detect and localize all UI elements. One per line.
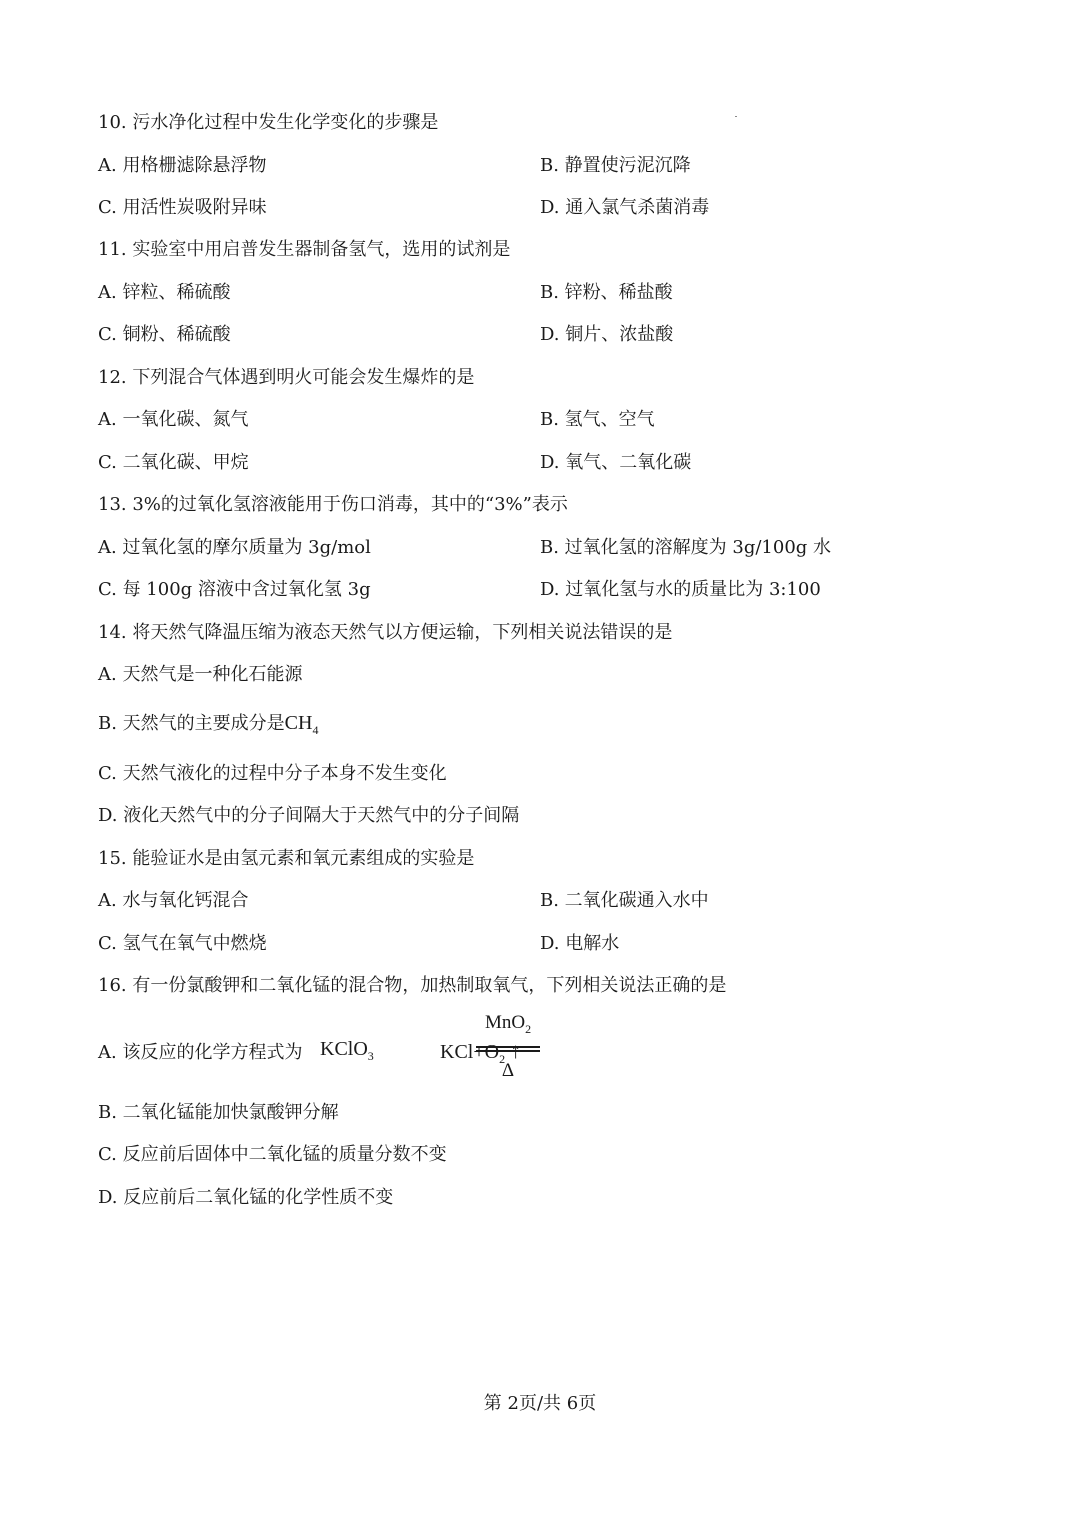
question-13-stem: 13. 3%的过氧化氢溶液能用于伤口消毒，其中的“3%”表示 (98, 494, 568, 515)
question-10-option-d: D. 通入氯气杀菌消毒 (540, 197, 710, 218)
question-12-option-a: A. 一氧化碳、氮气 (98, 409, 249, 430)
question-11-stem: 11. 实验室中用启普发生器制备氢气，选用的试剂是 (98, 239, 511, 260)
reactant-formula-subscript: 3 (367, 1049, 374, 1063)
question-14-option-d: D. 液化天然气中的分子间隔大于天然气中的分子间隔 (98, 805, 520, 826)
question-15-option-c: C. 氢气在氧气中燃烧 (98, 933, 267, 954)
catalyst-formula-subscript: 2 (525, 1022, 532, 1036)
question-11-option-c: C. 铜粉、稀硫酸 (98, 324, 231, 345)
question-11-option-a: A. 锌粒、稀硫酸 (98, 282, 231, 303)
product-formula (440, 1038, 521, 1064)
question-16-option-a-text: A. 该反应的化学方程式为 (98, 1042, 303, 1063)
question-14-option-a: A. 天然气是一种化石能源 (98, 664, 303, 685)
question-12-stem: 12. 下列混合气体遇到明火可能会发生爆炸的是 (98, 367, 475, 388)
question-13-option-a: A. 过氧化氢的摩尔质量为 3g/mol (98, 537, 371, 558)
methane-formula-subscript: 4 (312, 723, 319, 737)
question-10-option-c: C. 用活性炭吸附异味 (98, 197, 267, 218)
product-formula-base: KCl+O (440, 1041, 500, 1063)
question-15-option-a: A. 水与氧化钙混合 (98, 890, 249, 911)
reactant-formula-base: KClO (320, 1038, 368, 1060)
question-11-option-b: B. 锌粉、稀盐酸 (540, 282, 673, 303)
question-16-option-d: D. 反应前后二氧化锰的化学性质不变 (98, 1187, 394, 1208)
question-10-stem: 10. 污水净化过程中发生化学变化的步骤是 (98, 112, 439, 133)
question-13-option-b: B. 过氧化氢的溶解度为 3g/100g 水 (540, 537, 832, 558)
scan-speck (735, 116, 737, 117)
question-15-option-d: D. 电解水 (540, 933, 620, 954)
question-11-option-d: D. 铜片、浓盐酸 (540, 324, 674, 345)
question-12-option-d: D. 氧气、二氧化碳 (540, 452, 692, 473)
question-12-option-c: C. 二氧化碳、甲烷 (98, 452, 249, 473)
question-15-option-b: B. 二氧化碳通入水中 (540, 890, 709, 911)
question-14-option-b (98, 711, 318, 737)
question-14-option-c: C. 天然气液化的过程中分子本身不发生变化 (98, 763, 447, 784)
question-16-stem: 16. 有一份氯酸钾和二氧化锰的混合物，加热制取氧气，下列相关说法正确的是 (98, 975, 727, 996)
question-10-option-b: B. 静置使污泥沉降 (540, 155, 691, 176)
question-15-stem: 15. 能验证水是由氢元素和氧元素组成的实验是 (98, 848, 475, 869)
question-13-option-c: C. 每 100g 溶液中含过氧化氢 3g (98, 579, 371, 600)
page-number-footer: 第 2页/共 6页 (483, 1393, 597, 1414)
catalyst-label (476, 1012, 540, 1034)
question-12-option-b: B. 氢气、空气 (540, 409, 655, 430)
reactant-formula (320, 1038, 374, 1061)
question-14-stem: 14. 将天然气降温压缩为液态天然气以方便运输，下列相关说法错误的是 (98, 622, 673, 643)
methane-formula (284, 712, 319, 737)
question-14-option-b-text: B. 天然气的主要成分是 (98, 713, 285, 734)
question-16-option-c: C. 反应前后固体中二氧化锰的质量分数不变 (98, 1144, 447, 1165)
question-10-option-a: A. 用格栅滤除悬浮物 (98, 155, 267, 176)
gas-arrow-icon: ↑ (510, 1038, 522, 1063)
product-formula-subscript: 2 (499, 1052, 506, 1066)
question-16-option-b: B. 二氧化锰能加快氯酸钾分解 (98, 1102, 339, 1123)
question-13-option-d: D. 过氧化氢与水的质量比为 3:100 (540, 579, 821, 600)
catalyst-formula-base: MnO (484, 1012, 526, 1033)
heating-symbol: Δ (501, 1060, 515, 1081)
methane-formula-base: CH (284, 712, 313, 734)
